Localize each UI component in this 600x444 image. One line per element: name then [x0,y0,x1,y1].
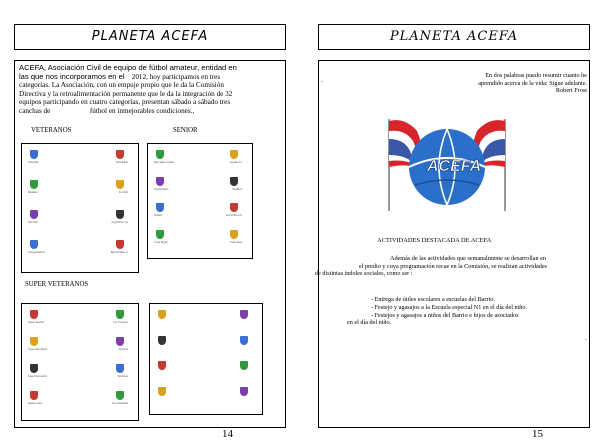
team-name: Nio Club [28,221,38,224]
intro-line: ACEFA, Asociación Civil de equipo de fútbol amateur, entidad en [19,63,237,72]
team-name: Mercados Unidos [154,161,175,164]
team-crest-icon [156,203,164,212]
team-cell [28,389,80,416]
quote-author: Robert Frost [555,87,587,95]
activities-line: Además de las actividades que semanalmente se desarrollan en [389,255,546,262]
team-cell [80,178,132,208]
team-cell [206,308,256,334]
team-crest-icon [230,150,238,159]
intro-line: Directiva y la retroalimentación permanente que le da la integración de 32 [19,89,233,98]
team-name: Fe Club [118,191,128,194]
team-cell [200,228,246,255]
team-cell [156,308,206,334]
quote-line: aprendido acerca de la vida: Sigue adelante. [478,79,587,87]
team-cell [80,335,132,362]
category-label-senior: SENIOR [173,127,198,134]
team-cell [28,208,80,238]
team-crest-icon [156,150,164,159]
team-grid-fourth [149,303,263,415]
divider-mark: - [321,79,323,85]
page-number-right: 15 [532,428,543,440]
team-name: Los Tucanes [113,321,128,324]
team-name: Santa Lucia [28,402,42,405]
content-box-left [14,60,286,428]
team-crest-icon [158,361,166,370]
team-crest-icon [116,310,124,319]
list-item: - Entrega de útiles escolares a escuelas del Barrio. [371,296,495,303]
intro-line: fútbol en inmejorables condiciones., [89,106,195,115]
team-cell [154,201,200,228]
team-name: Super Sparbo [28,321,45,324]
team-crest-icon [116,210,124,219]
team-cell [28,148,80,178]
team-crest-icon [30,240,38,249]
team-cell [206,334,256,360]
team-cell [200,148,246,175]
team-cell [80,208,132,238]
team-crest-icon [116,337,124,346]
team-crest-icon [156,177,164,186]
team-cell [28,308,80,335]
team-cell [28,335,80,362]
team-crest-icon [116,391,124,400]
team-crest-icon [158,336,166,345]
team-crest-icon [116,240,124,249]
team-crest-icon [30,364,38,373]
team-name: Quintas [119,348,128,351]
team-name: Argentinos Jrs [111,221,128,224]
team-crest-icon [30,337,38,346]
team-grid-veteranos [21,143,139,273]
logo-text: ACEFA [427,158,482,175]
list-item: en el día del niño. [347,319,392,327]
team-cell [28,178,80,208]
team-name: Baratieri [28,191,38,194]
activities-paragraph [315,255,591,278]
team-name: Super Fernando [28,375,47,378]
team-name: Tedlest [154,214,163,217]
intro-line: las que nos incorporamos en el [19,71,125,81]
activities-title: ACTIVIDADES DESTACADA DE ACEFA [377,237,492,244]
team-cell [154,228,200,255]
team-cell [80,362,132,389]
team-crest-icon [240,387,248,396]
team-cell [200,175,246,202]
team-cell [28,238,80,268]
team-crest-icon [30,150,38,159]
team-name: Colorifico [28,161,39,164]
team-name: Super Escuderia [28,348,48,351]
team-crest-icon [230,230,238,239]
activities-line: el predio y cuya programación recae en la Comisión, se realizan actividades [359,262,547,270]
team-name: Los Orquidaia [111,402,128,405]
intro-paragraph [19,64,283,116]
quote-block [337,72,587,95]
page-title-right: PLANETA ACEFA [318,24,590,50]
intro-line: equipos participando en cuatro categorías, presentan sábado a sábado tres [19,98,231,107]
content-box-right [315,60,590,428]
team-crest-icon [116,150,124,159]
divider-mark: - [585,337,587,343]
page-title-left: PLANETA ACEFA [14,24,286,50]
team-name: Nortistas [117,375,128,378]
list-item: - Festejo y agasajos a la Escuela especial N1 en el día del niño. [371,303,528,311]
team-name: Mundialito [116,161,128,164]
team-cell [28,362,80,389]
team-name: Castillos [232,187,242,191]
team-name: Pela Seca [230,240,242,244]
team-crest-icon [30,180,38,189]
team-crest-icon [240,361,248,370]
team-cell [200,201,246,228]
list-item: - Festejos y agasajos a niños del Barrio e hijos de asociados [371,311,519,319]
team-cell [156,334,206,360]
acefa-logo [379,109,515,215]
team-name: Aguilas Fc [229,161,242,164]
activities-line: de distintas índoles sociales, como ser : [315,270,413,278]
team-cell [206,385,256,411]
intro-line: categorías. La Asociación, con un empuje propio que le da la Comisión [19,81,224,90]
team-cell [80,148,132,178]
team-cell [80,308,132,335]
team-crest-icon [116,180,124,189]
team-crest-icon [158,310,166,319]
right-page [308,0,598,444]
page-number-left: 14 [222,428,233,440]
team-grid-senior [147,143,253,259]
intro-line: canchas de [19,106,51,115]
team-crest-icon [240,310,248,319]
team-cell [156,385,206,411]
team-name: Cuna Bugui [154,240,168,244]
category-label-veteranos: VETERANOS [31,127,72,134]
team-cell [156,359,206,385]
activities-list [347,296,591,327]
team-cell [206,359,256,385]
team-name: Los Pollos FC [225,214,242,217]
team-crest-icon [240,336,248,345]
team-cell [154,175,200,202]
intro-line: 2012, hoy participamos en tres [131,72,221,81]
left-page [4,0,294,444]
team-crest-icon [30,210,38,219]
team-cell [80,389,132,416]
team-crest-icon [158,387,166,396]
team-crest-icon [230,203,238,212]
team-crest-icon [156,230,164,239]
team-cell [80,238,132,268]
category-label-super-veteranos: SUPER VETERANOS [25,281,89,288]
team-cell [154,148,200,175]
team-crest-icon [30,310,38,319]
team-name: Conquistadora [28,251,45,254]
quote-line: En dos palabras puedo resumir cuanto he [485,72,587,79]
team-name: Bernitz Maiu Jr [110,251,128,254]
team-crest-icon [230,177,238,186]
team-crest-icon [116,364,124,373]
team-name: Universitario [154,187,169,191]
team-grid-super-veteranos [21,303,139,421]
team-crest-icon [30,391,38,400]
